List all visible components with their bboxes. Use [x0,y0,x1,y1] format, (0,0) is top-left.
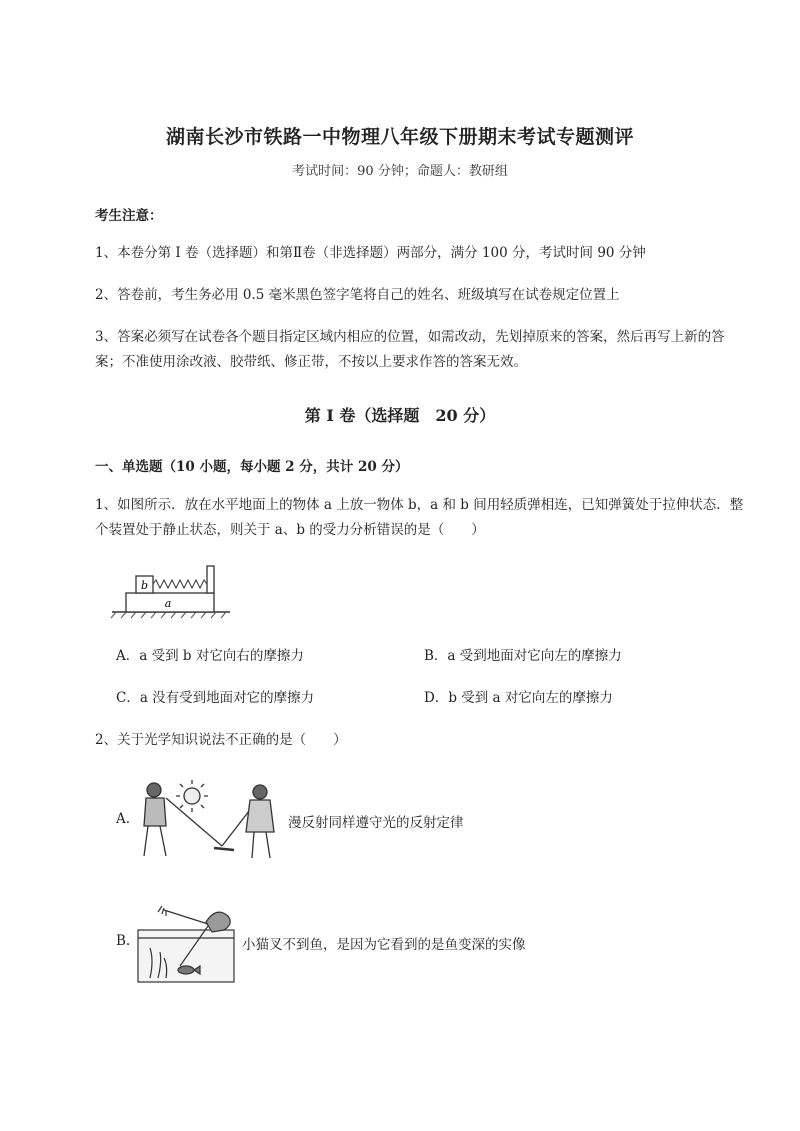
question-1-option-b[interactable]: B．a 受到地面对它向左的摩擦力 [424,648,622,664]
notice-heading: 考生注意： [95,208,163,224]
notice-item-1: 1、本卷分第 I 卷（选择题）和第Ⅱ卷（非选择题）两部分，满分 100 分，考试时间 90 分钟 [95,245,646,261]
question-2-option-a-label[interactable]: A. [116,811,131,827]
block-a-label: a [164,597,172,610]
notice-item-3: 3、答案必须写在试卷各个题目指定区域内相应的位置，如需改动，先划掉原来的答案，然后再写上新的答案；不准使用涂改液、胶带纸、修正带，不按以上要求作答的答案无效。 [95,329,725,370]
question-1-option-d[interactable]: D．b 受到 a 对它向左的摩擦力 [424,690,613,706]
cat-fishing-illustration [136,900,236,984]
question-1-option-c[interactable]: C．a 没有受到地面对它的摩擦力 [116,690,315,706]
exam-subtitle: 考试时间：90 分钟；命题人：教研组 [292,164,508,179]
question-1-figure [108,560,238,620]
spring [153,580,207,588]
block-b-label: b [140,579,149,592]
question-1-option-a[interactable]: A．a 受到 b 对它向右的摩擦力 [116,648,304,664]
notice-item-2: 2、答卷前，考生务必用 0.5 毫米黑色签字笔将自己的姓名、班级填写在试卷规定位置上 [95,287,620,303]
question-2-option-a-text[interactable]: 漫反射同样遵守光的反射定律 [288,815,464,831]
section-title: 第 I 卷（选择题 20 分） [304,406,496,425]
page-title: 湖南长沙市铁路一中物理八年级下册期末考试专题测评 [165,126,634,148]
question-2-option-b-label[interactable]: B. [116,933,131,949]
question-2-stem: 2、关于光学知识说法不正确的是（ ） [95,732,347,748]
diffuse-reflection-illustration [136,776,282,862]
question-1-stem: 1、如图所示．放在水平地面上的物体 a 上放一物体 b，a 和 b 间用轻质弹相连，已知弹簧处于拉伸状态．整个装置处于静止状态，则关于 a、b 的受力分析错误的是（ ） [95,497,744,538]
question-2-option-b-text[interactable]: 小猫叉不到鱼，是因为它看到的是鱼变深的实像 [242,937,526,953]
part-heading: 一、单选题（10 小题，每小题 2 分，共计 20 分） [95,459,409,475]
wall-post [207,566,214,593]
